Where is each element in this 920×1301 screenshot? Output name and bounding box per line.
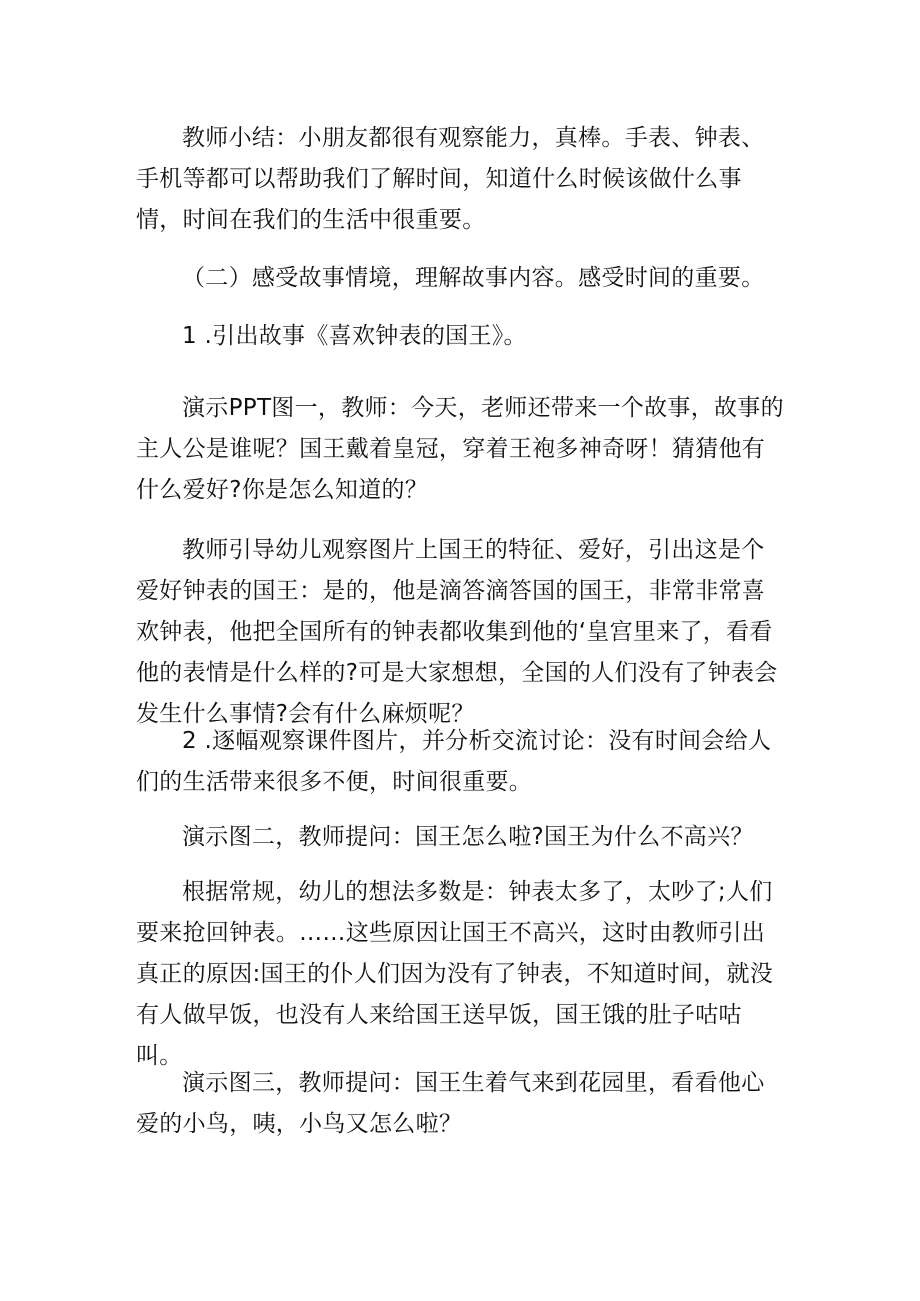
- paragraph-guide-observation: 教师引导幼儿观察图片上国王的特征、爱好，引出这是个爱好钟表的国王：是的，他是滴答滴答国的国王，非常非常喜欢钟表，他把全国所有的钟表都收集到他的‘皇宫里来了，看看他的表情是什么样的?可是大家想想，全国的人们没有了钟表会发生什么事情?会有什么麻烦呢？: [136, 537, 778, 727]
- paragraph-step-one: 1 .引出故事《喜欢钟表的国王》。: [182, 323, 527, 349]
- paragraph-ppt-slide-two: 演示图二，教师提问：国王怎么啦?国王为什么不高兴？: [182, 824, 754, 850]
- paragraph-children-ideas: 根据常规，幼儿的想法多数是：钟表太多了，太吵了;人们要来抢回钟表。……这些原因让国王不高兴，这时由教师引出真正的原因:国王的仆人们因为没有了钟表，不知道时间，就没有人做早饭，也没有人来给国王送早饭，国王饿的肚子咕咕叫。: [136, 879, 774, 1069]
- paragraph-ppt-slide-one: 演示PPT图一，教师：今天，老师还带来一个故事，故事的主人公是谁呢？国王戴着皇冠，穿着王袍多神奇呀！猜猜他有什么爱好?你是怎么知道的？: [136, 395, 784, 503]
- paragraph-ppt-slide-three: 演示图三，教师提问：国王生着气来到花园里，看看他心爱的小鸟，咦，小鸟又怎么啦？: [136, 1070, 765, 1137]
- paragraph-teacher-summary: 教师小结：小朋友都很有观察能力，真棒。手表、钟表、手机等都可以帮助我们了解时间，知道什么时候该做什么事情，时间在我们的生活中很重要。: [136, 125, 765, 233]
- paragraph-section-two-heading: （二）感受故事情境，理解故事内容。感受时间的重要。: [182, 265, 765, 291]
- paragraph-step-two: 2 .逐幅观察课件图片，并分析交流讨论：没有时间会给人们的生活带来很多不便，时间很重要。: [136, 728, 772, 795]
